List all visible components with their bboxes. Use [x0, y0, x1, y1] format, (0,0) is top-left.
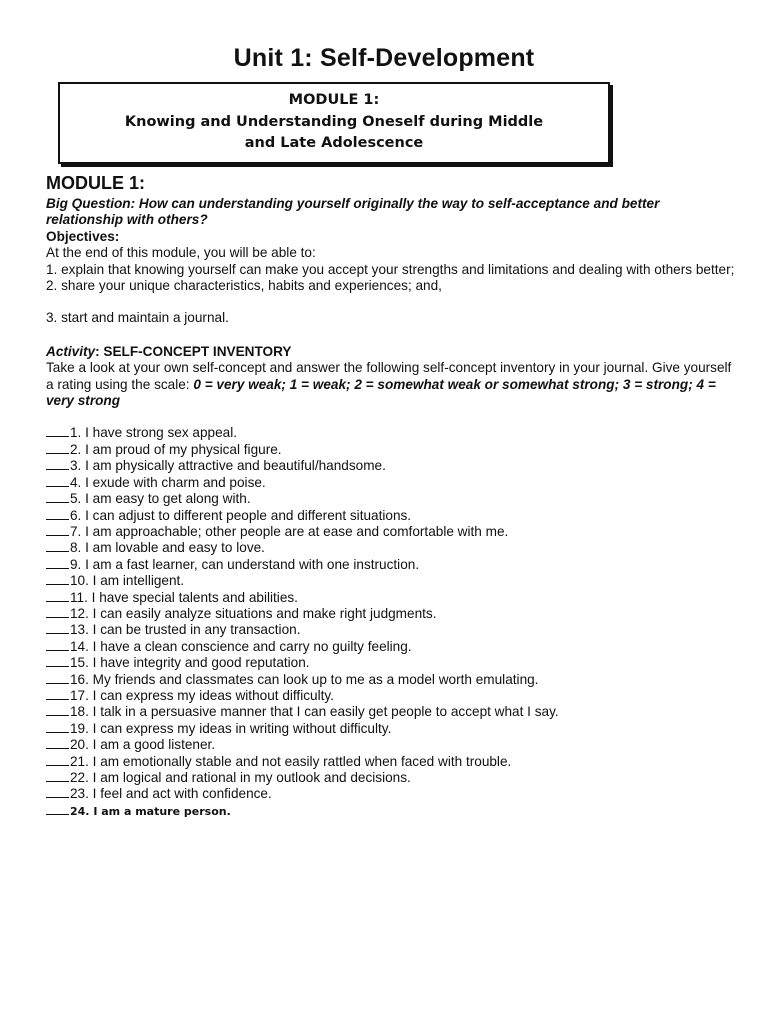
inventory-item-text: 22. I am logical and rational in my outlook and decisions.	[70, 770, 411, 785]
rating-blank[interactable]	[46, 622, 69, 634]
inventory-item	[46, 672, 736, 688]
inventory-item	[46, 524, 736, 540]
inventory-item-text: 8. I am lovable and easy to love.	[70, 540, 265, 556]
rating-blank[interactable]	[46, 770, 69, 782]
objective-item: 2. share your unique characteristics, habits and experiences; and,	[46, 278, 442, 294]
inventory-item	[46, 688, 736, 704]
inventory-item-text: 9. I am a fast learner, can understand with one instruction.	[70, 556, 420, 572]
inventory-item-text: 13. I can be trusted in any transaction.	[70, 622, 301, 638]
inventory-item	[46, 786, 736, 802]
module-heading: MODULE 1:	[46, 173, 145, 193]
rating-blank[interactable]	[46, 721, 69, 733]
inventory-item-text: 18. I talk in a persuasive manner that I can easily get people to accept what I say.	[70, 704, 559, 720]
rating-blank[interactable]	[46, 442, 69, 454]
inventory-item-text: 4. I exude with charm and poise.	[70, 474, 266, 490]
inventory-item-text: 12. I can easily analyze situations and make right judgments.	[70, 605, 437, 621]
rating-blank[interactable]	[46, 590, 69, 602]
objective-item: 3. start and maintain a journal.	[46, 310, 229, 326]
inventory-item	[46, 557, 736, 573]
inventory-item	[46, 425, 736, 441]
inventory-item	[46, 606, 736, 622]
rating-blank[interactable]	[46, 672, 69, 684]
inventory-item-text: 3. I am physically attractive and beautiful/handsome.	[70, 458, 386, 474]
inventory-item	[46, 475, 736, 491]
inventory-item-text: 5. I am easy to get along with.	[70, 491, 251, 507]
rating-blank[interactable]	[46, 639, 69, 651]
inventory-item-text: 11. I have special talents and abilities.	[70, 589, 298, 605]
module-title-box	[58, 82, 610, 164]
inventory-item-text: 1. I have strong sex appeal.	[70, 425, 238, 441]
rating-blank[interactable]	[46, 786, 69, 798]
rating-blank[interactable]	[46, 524, 69, 536]
activity-heading	[46, 344, 736, 360]
inventory-item-text: 24. I am a mature person.	[70, 804, 231, 818]
inventory-item	[46, 737, 736, 753]
rating-blank[interactable]	[46, 737, 69, 749]
rating-blank[interactable]	[46, 508, 69, 520]
inventory-item	[46, 622, 736, 638]
objective-item: 1. explain that knowing yourself can make you accept your strengths and limitations and dealing with others better;	[46, 261, 735, 277]
inventory-item	[46, 458, 736, 474]
inventory-item-text: 23. I feel and act with confidence.	[70, 786, 272, 802]
rating-blank[interactable]	[46, 688, 69, 700]
rating-blank[interactable]	[46, 557, 69, 569]
inventory-item	[46, 491, 736, 507]
rating-blank[interactable]	[46, 754, 69, 766]
module-box-label: MODULE 1:	[288, 92, 380, 108]
inventory-item-text: 20. I am a good listener.	[70, 737, 216, 753]
inventory-item	[46, 573, 736, 589]
activity-instructions	[46, 360, 736, 409]
page-title: Unit 1: Self-Development	[233, 44, 535, 72]
objectives-intro: At the end of this module, you will be able to:	[46, 245, 316, 261]
rating-blank[interactable]	[46, 458, 69, 470]
big-question-label: Big Question:	[46, 196, 136, 211]
inventory-item-text: 17. I can express my ideas without difficulty.	[70, 687, 334, 703]
module-box-title-line2: and Late Adolescence	[244, 135, 424, 151]
inventory-item	[46, 590, 736, 606]
inventory-item	[46, 540, 736, 556]
rating-blank[interactable]	[46, 540, 69, 552]
rating-scale: 0 = very weak; 1 = weak; 2 = somewhat weak or somewhat strong; 3 = strong; 4 = very strong	[46, 376, 716, 409]
module-box-title-line1: Knowing and Understanding Oneself during Middle	[124, 114, 544, 130]
inventory-item	[46, 655, 736, 671]
big-question	[46, 196, 736, 229]
inventory-item-text: 7. I am approachable; other people are at ease and comfortable with me.	[70, 523, 509, 539]
inventory-item	[46, 754, 736, 770]
activity-instructions-text: Take a look at your own self-concept and answer the following self-concept inventory in your journal. Give yourself a rating using the scale:	[46, 360, 732, 392]
module-box-title	[60, 112, 608, 154]
inventory-item-text: 14. I have a clean conscience and carry no guilty feeling.	[70, 638, 412, 654]
inventory-item	[46, 442, 736, 458]
rating-blank[interactable]	[46, 573, 69, 585]
rating-blank[interactable]	[46, 803, 69, 815]
inventory-item-text: 16. My friends and classmates can look up to me as a model worth emulating.	[70, 671, 539, 687]
objectives-label: Objectives:	[46, 228, 120, 244]
inventory-list	[46, 425, 736, 820]
rating-blank[interactable]	[46, 475, 69, 487]
activity-label: Activity	[46, 343, 96, 359]
inventory-item	[46, 721, 736, 737]
inventory-item-text: 2. I am proud of my physical figure.	[70, 441, 282, 457]
rating-blank[interactable]	[46, 655, 69, 667]
rating-blank[interactable]	[46, 491, 69, 503]
inventory-item	[46, 803, 736, 820]
inventory-item	[46, 508, 736, 524]
inventory-item-text: 10. I am intelligent.	[70, 573, 185, 589]
inventory-item-text: 19. I can express my ideas in writing without difficulty.	[70, 720, 392, 736]
activity-title: : SELF-CONCEPT INVENTORY	[95, 343, 292, 359]
inventory-item	[46, 639, 736, 655]
rating-blank[interactable]	[46, 704, 69, 716]
inventory-item-text: 6. I can adjust to different people and different situations.	[70, 507, 412, 523]
inventory-item-text: 15. I have integrity and good reputation.	[70, 655, 310, 671]
rating-blank[interactable]	[46, 425, 69, 437]
big-question-text: How can understanding yourself originally the way to self-acceptance and better relationship with others?	[46, 196, 660, 228]
module-content	[46, 170, 736, 820]
rating-blank[interactable]	[46, 606, 69, 618]
inventory-item	[46, 770, 736, 786]
inventory-item-text: 21. I am emotionally stable and not easily rattled when faced with trouble.	[70, 753, 512, 769]
inventory-item	[46, 704, 736, 720]
